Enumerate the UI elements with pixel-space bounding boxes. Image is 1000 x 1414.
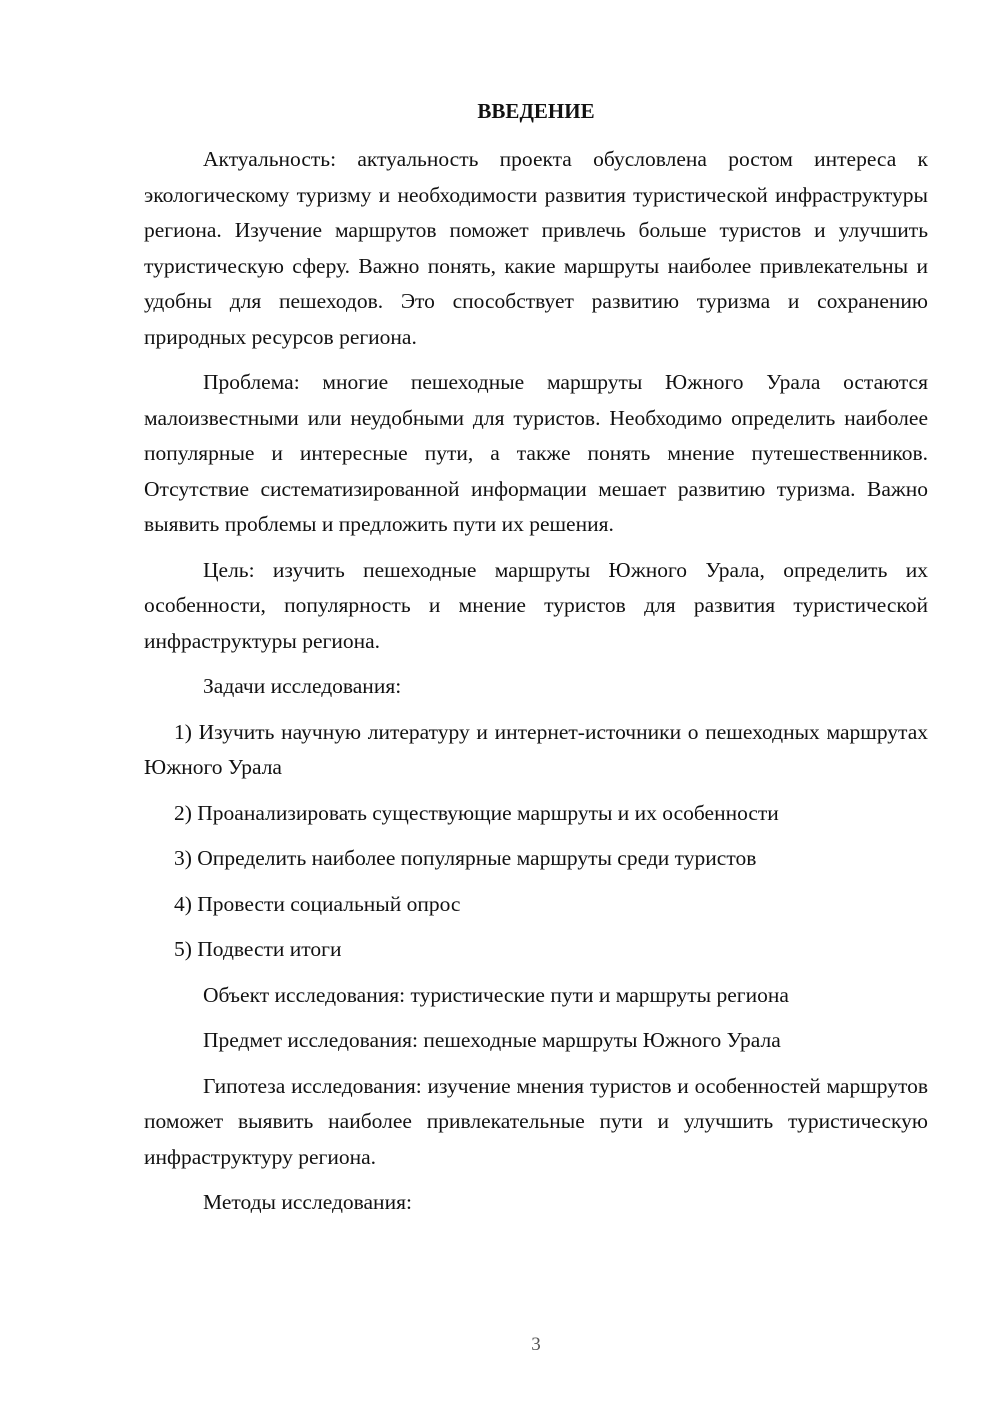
methods-heading: Методы исследования: (203, 1190, 412, 1214)
task-item-2: 2) Проанализировать существующие маршруты и их особенности (174, 800, 779, 825)
task-item-3: 3) Определить наиболее популярные маршруты среди туристов (174, 846, 757, 870)
page-number: 3 (531, 1334, 541, 1355)
paragraph-problem: Проблема: многие пешеходные маршруты Южного Урала остаются малоизвестными или неудобными для туристов. Необходимо определить наиболее популярные и интересные пути, а также понять мнение путешественников. Отсутствие систематизированной информации мешает развитию туризма. Важно выявить проблемы и предложить пути их решения. (144, 370, 928, 536)
section-title: ВВЕДЕНИЕ (477, 99, 595, 123)
document-body (144, 142, 928, 1231)
paragraph-goal: Цель: изучить пешеходные маршруты Южного Урала, определить их особенности, популярность и мнение туристов для развития туристической инфраструктуры региона. (144, 557, 928, 653)
paragraph-relevance: Актуальность: актуальность проекта обусловлена ростом интереса к экологическому туризму и необходимости развития туристической инфраструктуры региона. Изучение маршрутов поможет привлечь больше туристов и улучшить туристическую сферу. Важно понять, какие маршруты наиболее привлекательны и удобны для пешеходов. Это способствует развитию туризма и сохранению природных ресурсов региона. (144, 147, 928, 349)
paragraph-subject: Предмет исследования: пешеходные маршруты Южного Урала (203, 1028, 781, 1052)
task-item-1: 1) Изучить научную литературу и интернет-источники о пешеходных маршрутах Южного Урала (144, 719, 928, 779)
paragraph-object: Объект исследования: туристические пути и маршруты региона (203, 982, 789, 1007)
task-item-4: 4) Провести социальный опрос (174, 891, 461, 916)
tasks-heading: Задачи исследования: (203, 674, 402, 698)
paragraph-hypothesis: Гипотеза исследования: изучение мнения туристов и особенностей маршрутов поможет выявить наиболее привлекательные пути и улучшить туристическую инфраструктуру региона. (144, 1073, 928, 1169)
task-item-5: 5) Подвести итоги (174, 937, 342, 961)
